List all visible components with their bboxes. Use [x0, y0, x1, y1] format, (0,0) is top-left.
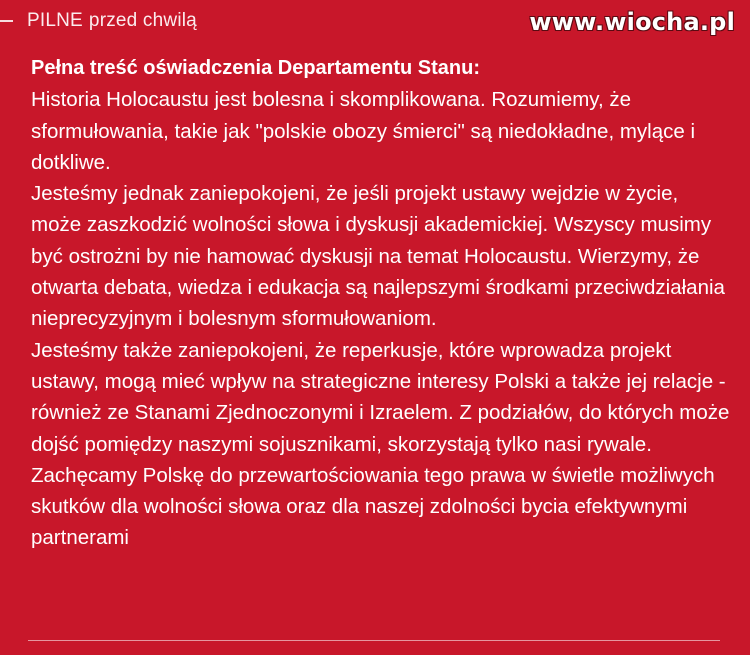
article-paragraph: Jesteśmy także zaniepokojeni, że reperkusje, które wprowadza projekt ustawy, mogą mieć wpływ na strategiczne interesy Polski a także jej relacje - również ze Stanami Zjednoczonymi i Izraelem. Z podziałów, do których może dojść pomiędzy naszymi sojusznikami, skorzystają tylko nasi rywale. [31, 338, 730, 456]
watermark: www.wiocha.pl [529, 8, 735, 36]
urgent-tag: PILNE [27, 10, 83, 31]
article-headline: Pełna treść oświadczenia Departamentu Stanu: [31, 57, 481, 79]
dash-icon [0, 20, 13, 22]
divider [28, 640, 720, 641]
timestamp: przed chwilą [88, 10, 197, 31]
article-paragraph: Jesteśmy jednak zaniepokojeni, że jeśli projekt ustawy wejdzie w życie, może zaszkodzić wolności słowa i dyskusji akademickiej. Wszyscy musimy być ostrożni by nie hamować dyskusji na temat Holocaustu. Wierzymy, że otwarta debata, wiedza i edukacja są najlepszymi środkami przeciwdziałania nieprecyzyjnym i bolesnym sformułowaniom. [31, 182, 725, 331]
article-paragraph: Zachęcamy Polskę do przewartościowania tego prawa w świetle możliwych skutków dla wolności słowa oraz dla naszej zdolności bycia efektywnymi partnerami [31, 463, 715, 550]
news-tag-row [27, 10, 197, 32]
article-paragraph: Historia Holocaustu jest bolesna i skomplikowana. Rozumiemy, że sformułowania, takie jak "polskie obozy śmierci" są niedokładne, mylące i dotkliwe. [31, 88, 696, 174]
article-header [0, 0, 750, 48]
article-body [31, 53, 731, 554]
